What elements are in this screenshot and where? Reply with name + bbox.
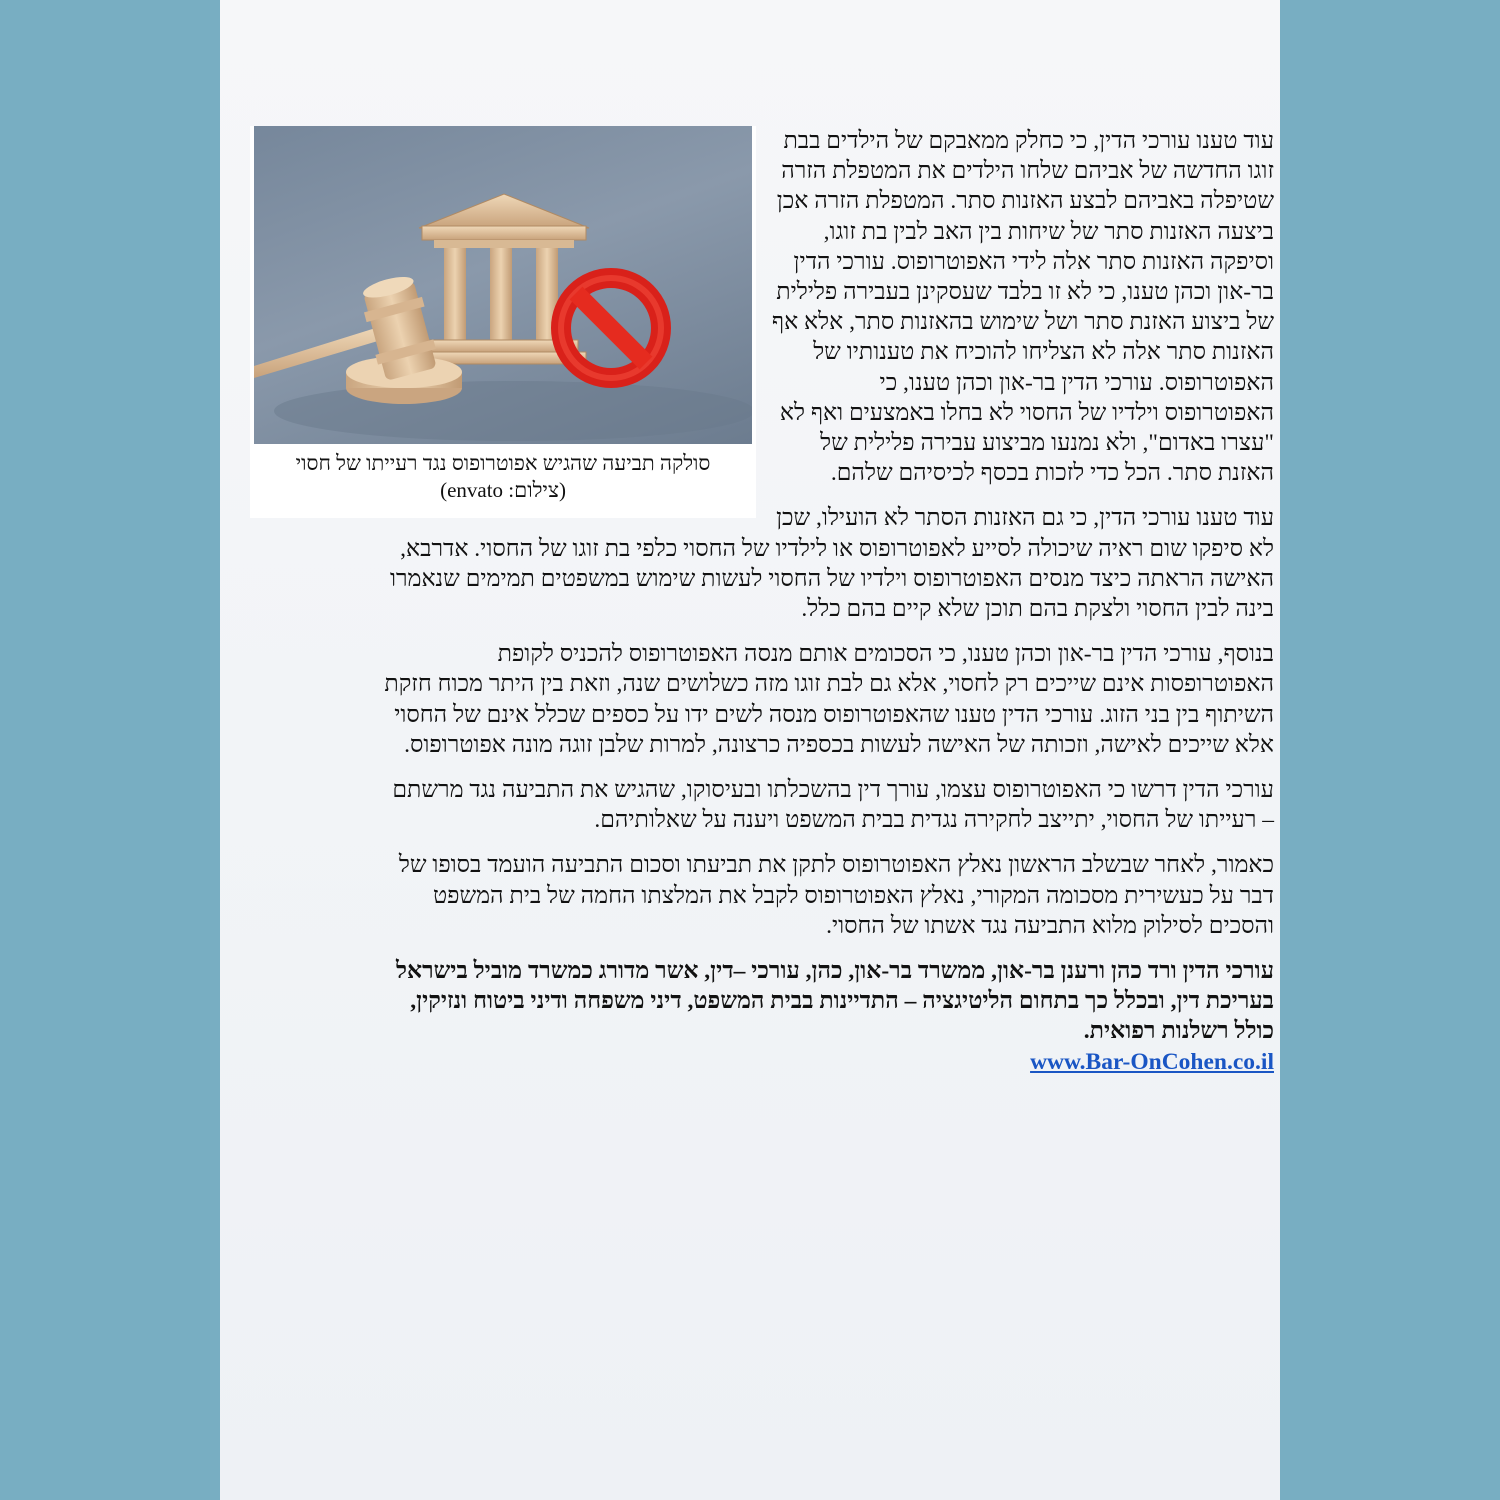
prohibition-icon (561, 278, 661, 378)
paragraph-3: בנוסף, עורכי הדין בר-און וכהן טענו, כי הסכומים אותם מנסה האפוטרופוס להכניס לקופת האפוטרופסות אינם שייכים רק לחסוי, אלא גם לבת זוגו מזה כשלושים שנה, וזאת בין היתר מכוח חזקת השיתוף בין בני הזוג. עורכי הדין טענו שהאפוטרופוס מנסה לשים ידו על כספים שכלל אינם של החסוי אלא שייכים לאישה, וזכותה של האישה לעשות בכספיה כרצונה, למרות שלבן זוגה מונה אפוטרופוס. (384, 641, 1274, 758)
paragraph-2: עוד טענו עורכי הדין, כי גם האזנות הסתר לא הועילו, שכן לא סיפקו שום ראיה שיכולה לסייע לאפוטרופוס או לילדיו של החסוי כלפי בת זוגו של החסוי. אדרבא, האישה הראתה כיצד מנסים האפוטרופוס וילדיו של החסוי לעשות שימוש במשפטים תמימים שנאמרו בינה לבין החסוי ולצקת בהם תוכן שלא קיים בהם כלל. (389, 505, 1274, 623)
article-body (295, 126, 1274, 1077)
photo-caption (250, 444, 756, 518)
document-page (220, 0, 1280, 1500)
firm-website-link[interactable]: www.Bar-OnCohen.co.il (1030, 1048, 1274, 1075)
photo-illustration (254, 126, 752, 444)
article-figure (250, 126, 756, 518)
author-footer (380, 956, 1274, 1077)
gavel-icon (254, 272, 462, 404)
paragraph-5: כאמור, לאחר שבשלב הראשון נאלץ האפוטרופוס לתקן את תביעתו וסכום התביעה הועמד בסופו של דבר על כעשירית מסכומה המקורי, נאלץ האפוטרופוס לקבל את המלצתו החמה של בית המשפט והסכים לסילוק מלוא התביעה נגד אשתו של החסוי. (398, 852, 1274, 939)
paragraph-1: עוד טענו עורכי הדין, כי כחלק ממאבקם של הילדים בבת זוגו החדשה של אביהם שלחו הילדים את המטפלת הזרה שטיפלה באביהם לבצע האזנות סתר. המטפלת הזרה אכן ביצעה האזנות סתר של שיחות בין האב לבין בת זוגו, וסיפקה האזנות סתר אלה לידי האפוטרופוס. עורכי הדין בר-און וכהן טענו, כי לא זו בלבד שעסקינן בעבירה פלילית של ביצוע האזנת סתר ושל שימוש בהאזנות סתר, אלא אף האזנות סתר אלה לא הצליחו להוכיח את טענותיו של האפוטרופוס. עורכי הדין בר-און וכהן טענו, כי האפוטרופוס וילדיו של החסוי לא בחלו באמצעים ואף לא "עצרו באדום", ולא נמנעו מביצוע עבירה פלילית של האזנת סתר. הכל כדי לזכות בכסף לכיסיהם שלהם. (771, 128, 1274, 487)
caption-line-1: סולקה תביעה שהגיש אפוטרופוס נגד רעייתו של חסוי (295, 451, 711, 475)
author-bio: עורכי הדין ורד כהן ורענן בר-און, ממשרד בר-און, כהן, עורכי –דין, אשר מדורג כמשרד מוביל בישראל בעריכת דין, ובכלל כך בתחום הליטיגציה – התדיינות בבית המשפט, דיני משפחה ודיני ביטוח ונזיקין, כולל רשלנות רפואית. (396, 958, 1274, 1045)
paragraph-4: עורכי הדין דרשו כי האפוטרופוס עצמו, עורך דין בהשכלתו ובעיסוקו, שהגיש את התביעה נגד מרשתם – רעייתו של החסוי, יתייצב לחקירה נגדית בבית המשפט ויענה על שאלותיהם. (392, 777, 1274, 834)
article-photo (254, 126, 752, 444)
caption-line-2: (צילום: envato) (440, 478, 566, 502)
